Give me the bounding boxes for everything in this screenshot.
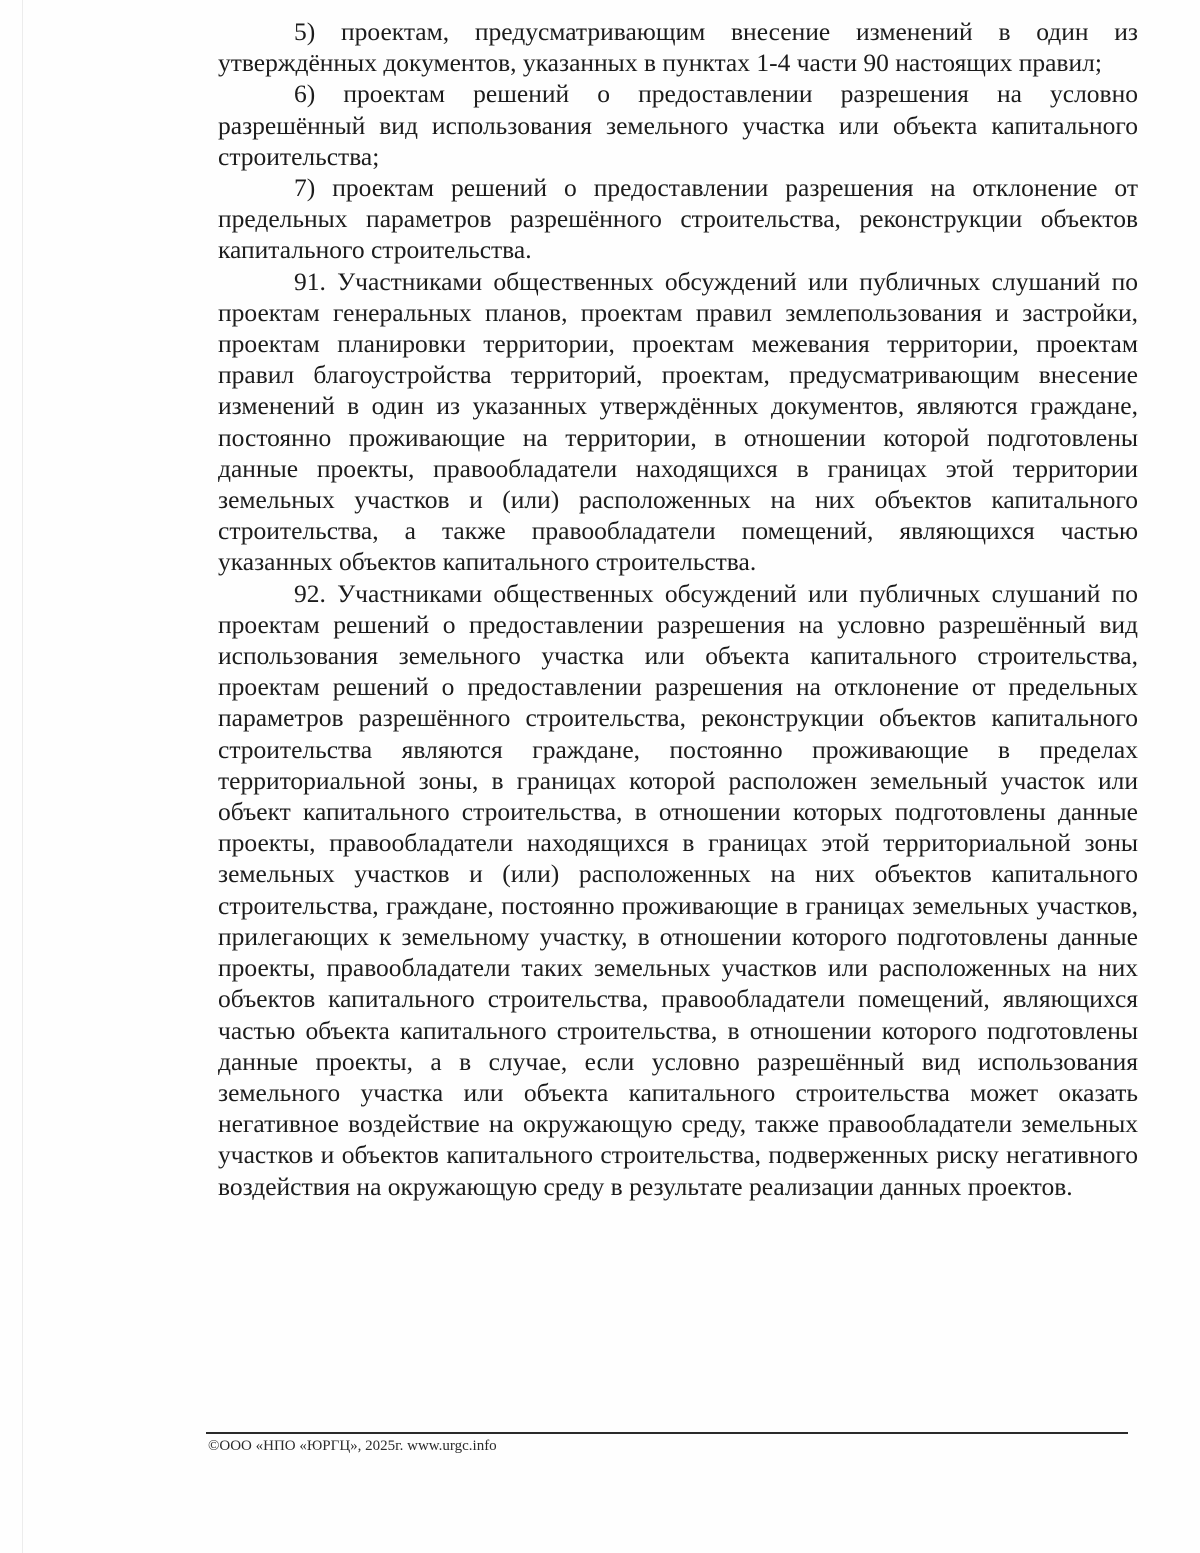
list-item-7: 7) проектам решений о предоставлении разрешения на отклонение от предельных параметров разрешённого строительства, реконструкции объектов капитального строительства. — [218, 173, 1138, 265]
clause-92: 92. Участниками общественных обсуждений или публичных слушаний по проектам решений о предоставлении разрешения на условно разрешённый вид использования земельного участка или объекта капитального строительства, проектам решений о предоставлении разрешения на отклонение от предельных параметров разрешённого строительства, реконструкции объектов капитального строительства являются граждане, постоянно проживающие в пределах территориальной зоны, в границах которой расположен земельный участок или объект капитального строительства, в отношении которых подготовлены данные проекты, правообладатели находящихся в границах этой территориальной зоны земельных участков и (или) расположенных на них объектов капитального строительства, граждане, постоянно проживающие в границах земельных участков, прилегающих к земельному участку, в отношении которого подготовлены данные проекты, правообладатели таких земельных участков или расположенных на них объектов капитального строительства, правообладатели помещений, являющихся частью объекта капитального строительства, в отношении которого подготовлены данные проекты, а в случае, если условно разрешённый вид использования земельного участка или объекта капитального строительства может оказать негативное воздействие на окружающую среду, также правообладатели земельных участков и объектов капитального строительства, подверженных риску негативного воздействия на окружающую среду в результате реализации данных проектов. — [218, 578, 1138, 1201]
footer-divider — [206, 1432, 1128, 1434]
clause-91: 91. Участниками общественных обсуждений или публичных слушаний по проектам генеральных планов, проектам правил землепользования и застройки, проектам планировки территории, проектам межевания территории, проектам правил благоустройства территорий, проектам, предусматривающим внесение изменений в один из указанных утверждённых документов, являются граждане, постоянно проживающие на территории, в отношении которой подготовлены данные проекты, правообладатели находящихся в границах этой территории земельных участков и (или) расположенных на них объектов капитального строительства, а также правообладатели помещений, являющихся частью указанных объектов капитального строительства. — [218, 266, 1138, 577]
list-item-5: 5) проектам, предусматривающим внесение изменений в один из утверждённых документов, указанных в пунктах 1-4 части 90 настоящих правил; — [218, 17, 1138, 78]
list-item-6: 6) проектам решений о предоставлении разрешения на условно разрешённый вид использования земельного участка или объекта капитального строительства; — [218, 79, 1138, 171]
footer-copyright: ©ООО «НПО «ЮРГЦ», 2025г. www.urgc.info — [208, 1438, 497, 1454]
document-body — [218, 16, 1138, 1202]
scan-edge-line — [22, 0, 23, 1553]
